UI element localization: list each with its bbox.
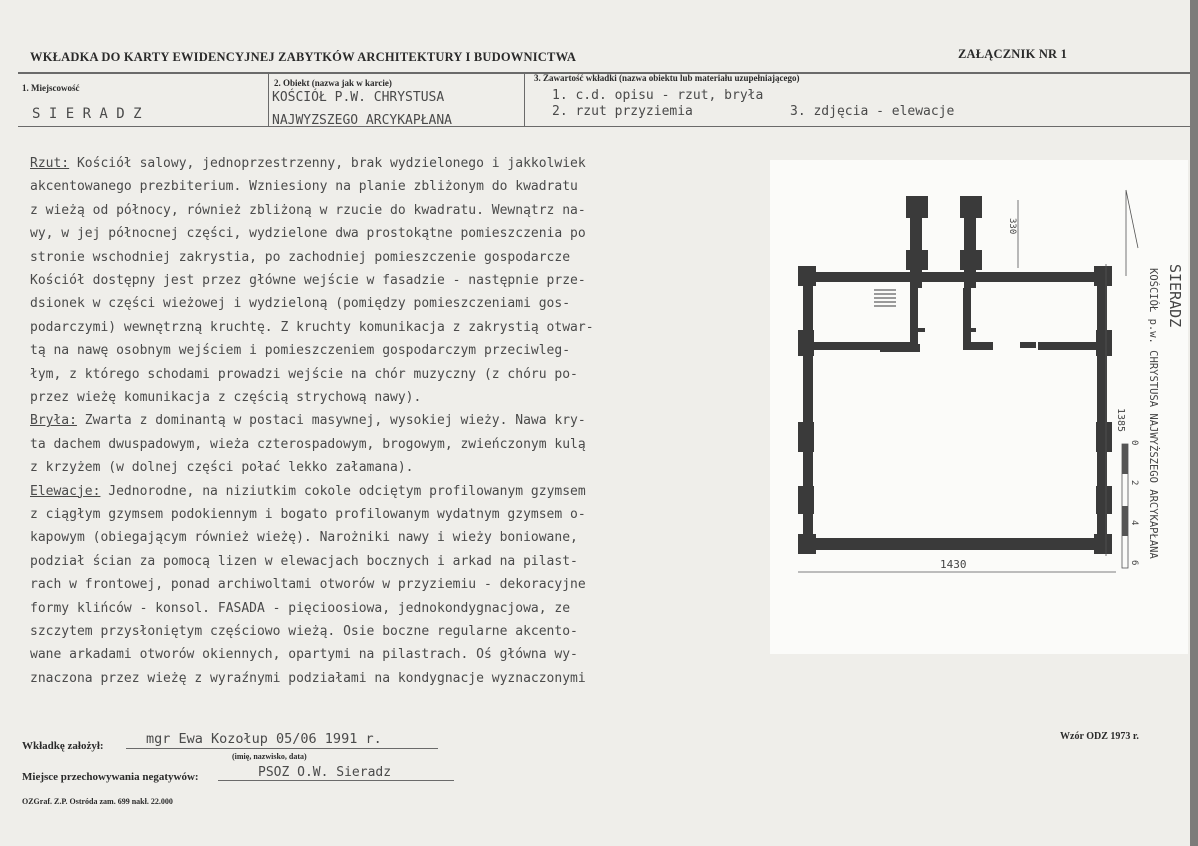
storage-label: Miejsce przechowywania negatywów: <box>22 771 199 783</box>
description-text-run: podział ścian za pomocą lizen w elewacjach bocznych i arkad na pilast- <box>30 553 578 569</box>
storage-value: PSOZ O.W. Sieradz <box>258 765 392 780</box>
description-text-run: akcentowanego prezbiterium. Wzniesiony na planie zbliżonym do kwadratu <box>30 179 578 195</box>
description-line <box>30 246 570 270</box>
storage-underline <box>218 780 454 781</box>
drawing-caption-city: SIERADZ <box>1166 264 1184 328</box>
description-line <box>30 597 570 621</box>
dim-height-label: 1385 <box>1115 408 1126 433</box>
form-code: Wzór ODZ 1973 r. <box>1060 731 1139 742</box>
description-text-run: łym, z którego schodami prowadzi wejście na chór muzyczny (z chóru po- <box>30 366 578 382</box>
description-text-run: szczytem przysłoniętym częściowo wieżą. Osie boczne regularne akcento- <box>30 624 578 639</box>
description-line <box>30 386 421 410</box>
contents-item-1: 1. c.d. opisu - rzut, bryła <box>552 88 764 103</box>
description-text-run: Kościół salowy, jednoprzestrzenny, brak wydzielonego i jakkolwiek <box>69 156 586 171</box>
contents-label: 3. Zawartość wkładki (nazwa obiektu lub materiału uzupełniającego) <box>534 73 800 83</box>
print-info: OZGraf. Z.P. Ostróda zam. 699 nakł. 22.000 <box>22 797 173 806</box>
description-text-run: kapowym (obiegającym również wieżę). Narożniki nawy i wieży boniowane, <box>30 530 578 546</box>
section-heading: Bryła: <box>30 413 77 429</box>
description-text-run: dsionek w części wieżowej i wydzieloną (pomiędzy pomieszczeniami gos- <box>30 296 571 312</box>
description-text-run: z wieżą od północy, również zbliżoną w rzucie do kwadratu. Wewnątrz na- <box>30 202 586 218</box>
description-line <box>30 339 570 363</box>
floor-plan-panel <box>770 160 1188 654</box>
section-heading: Elewacje: <box>30 483 101 499</box>
description-line <box>30 269 586 293</box>
author-underline <box>126 748 438 749</box>
description-text-run: formy klińców - konsol. FASADA - pięcioosiowa, jednokondygnacjowa, ze <box>30 600 571 616</box>
field-divider-2 <box>524 73 525 126</box>
description-line <box>30 643 578 667</box>
description-text-run: przez wieżę komunikacja z częścią strychową nawy). <box>30 390 422 405</box>
object-value-line2: NAJWYŻSZEGO ARCYKAPŁANA <box>272 113 453 125</box>
description-line <box>30 620 578 644</box>
contents-item-3: 3. zdjęcia - elewacje <box>790 104 955 119</box>
dim-tower-label: 330 <box>1007 218 1017 235</box>
description-text-run: ta dachem dwuspadowym, wieża czterospadowym, brogowym, zwieńczonym kulą <box>30 436 586 452</box>
description-line <box>30 433 586 457</box>
description-text-run: Zwarta z dominantą w postaci masywnej, wysokiej wieży. Nawa kry- <box>76 413 586 429</box>
description-text-run: wy, w jej północnej części, wydzielone dwa prostokątne pomieszczenia po <box>30 226 586 242</box>
description-line <box>30 456 414 480</box>
scale-label-2: 2 <box>1129 480 1139 486</box>
floor-plan-drawing <box>770 160 1188 654</box>
description-line <box>30 199 586 223</box>
description-line <box>30 503 586 527</box>
card-title: WKŁADKA DO KARTY EWIDENCYJNEJ ZABYTKÓW ARCHITEKTURY I BUDOWNICTWA <box>30 50 577 64</box>
author-value: mgr Ewa Kozołup 05/06 1991 r. <box>146 731 382 747</box>
description-line <box>30 175 578 199</box>
description-text-run: tą na nawę osobnym wejściem i pomieszczeniem gospodarczym przeciwleg- <box>30 343 571 359</box>
place-label: 1. Miejscowość <box>22 83 80 93</box>
description-text-run: wane arkadami otworów okiennych, opartymi na pilastrach. Oś główna wy- <box>30 647 578 663</box>
description-text-run: Kościół dostępny jest przez główne wejście w fasadzie - następnie prze- <box>30 273 586 288</box>
description-text-run: znaczona przez wieżę z wyraźnymi podziałami na kondygnacje wyznaczonymi <box>30 670 586 686</box>
author-label: Wkładkę założył: <box>22 740 104 752</box>
description-line <box>30 292 570 316</box>
description-text-run: z ciągłym gzymsem podokiennym i bogato profilowanym wydatnym gzymsem o- <box>30 507 586 522</box>
description-line <box>30 550 578 574</box>
scale-label-6: 6 <box>1129 560 1139 566</box>
fields-bottom-rule <box>18 126 1190 127</box>
description-text-run: rach w frontowej, ponad archiwoltami otworów w przyziemiu - dekoracyjne <box>30 577 586 593</box>
field-divider-1 <box>268 73 269 126</box>
description-text-run: z krzyżem (w dolnej części połać lekko załamana). <box>30 460 414 476</box>
section-heading: Rzut: <box>30 156 70 171</box>
object-label: 2. Obiekt (nazwa jak w karcie) <box>274 78 392 88</box>
description-text-run: Jednorodne, na niziutkim cokole odciętym profilowanym gzymsem <box>100 483 586 499</box>
object-value-line1: KOŚCIÓŁ P.W. CHRYSTUSA <box>272 90 445 105</box>
scale-label-4: 4 <box>1129 520 1139 526</box>
description-line <box>30 152 586 176</box>
description-line <box>30 526 578 550</box>
attachment-number: ZAŁĄCZNIK NR 1 <box>958 47 1068 61</box>
author-hint: (imię, nazwisko, data) <box>232 752 307 761</box>
description-line <box>30 573 586 597</box>
dim-width-label: 1430 <box>940 558 967 571</box>
scale-label-0: 0 <box>1129 440 1139 446</box>
description-line <box>30 409 586 433</box>
description-line <box>30 222 586 246</box>
description-text-run: podarczymi) wewnętrzną kruchtę. Z kruchty komunikacja z zakrystią otwar- <box>30 319 594 335</box>
drawing-caption-church: KOŚCIÓŁ p.w. CHRYSTUSA NAJWYŻSZEGO ARCYKAPŁANA <box>1147 268 1159 559</box>
description-line <box>30 667 586 691</box>
description-line <box>30 480 586 504</box>
place-value: S I E R A D Z <box>32 106 142 122</box>
contents-item-2: 2. rzut przyziemia <box>552 104 693 119</box>
description-line <box>30 363 578 387</box>
description-line <box>30 316 594 340</box>
description-text-run: stronie wschodniej zakrystia, po zachodniej pomieszczenie gospodarcze <box>30 249 571 265</box>
